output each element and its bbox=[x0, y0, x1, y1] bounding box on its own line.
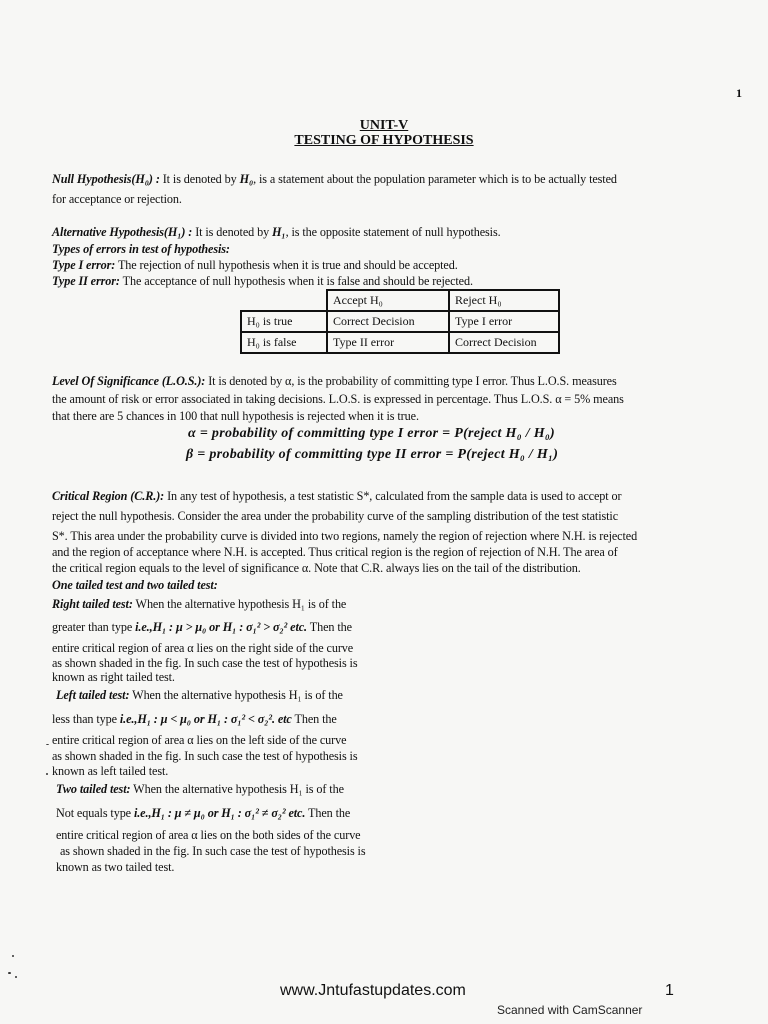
cr-line4: and the region of acceptance where N.H. is accepted. Thus critical region is the region of rejection of N.H. The area of bbox=[52, 545, 618, 559]
two-tailed-text2a: Not equals type bbox=[56, 806, 134, 820]
error-table bbox=[240, 289, 560, 354]
two-tailed-math: i.e.,H₁ : μ ≠ μ₀ or H₁ : σ₁² ≠ σ₂² etc. bbox=[133, 806, 306, 820]
left-tailed-line3: entire critical region of area α lies on the left side of the curve bbox=[52, 733, 347, 747]
left-tailed-math: i.e.,H₁ : μ < μ₀ or H₁ : σ₁² < σ₂². etc bbox=[119, 712, 292, 726]
two-tailed-line1 bbox=[56, 782, 344, 797]
null-hypothesis-text2: , is a statement about the population parameter which is to be actually tested bbox=[253, 172, 617, 186]
scan-speck bbox=[8, 972, 11, 974]
type1-error-line bbox=[52, 258, 458, 273]
table-cell: H₀ is true bbox=[241, 311, 327, 332]
table-cell: Correct Decision bbox=[449, 332, 559, 353]
two-tailed-text2b: Then the bbox=[305, 806, 351, 820]
right-tailed-math: i.e.,H₁ : μ > μ₀ or H₁ : σ₁² > σ₂² etc. bbox=[135, 620, 307, 634]
null-hypothesis-sym2: H₀ bbox=[239, 172, 254, 186]
alt-hypothesis-symbol: (H₁) : bbox=[163, 225, 193, 239]
tailed-heading: One tailed test and two tailed test: bbox=[52, 578, 218, 592]
right-tailed-line4: as shown shaded in the fig. In such case the test of hypothesis is bbox=[52, 656, 358, 670]
null-hypothesis-line2: for acceptance or rejection. bbox=[52, 192, 182, 206]
left-tailed-label: Left tailed test: bbox=[56, 688, 130, 702]
scan-speck bbox=[12, 955, 14, 957]
los-line2: the amount of risk or error associated in taking decisions. L.O.S. is expressed in percentage. Thus L.O.S. α = 5% means bbox=[52, 392, 624, 406]
right-tailed-text1: When the alternative hypothesis H₁ is of the bbox=[132, 597, 347, 611]
two-tailed-line2 bbox=[56, 806, 350, 821]
table-row bbox=[241, 290, 559, 311]
table-cell: Type I error bbox=[449, 311, 559, 332]
null-hypothesis-text1: It is denoted by bbox=[159, 172, 240, 186]
footer-url: www.Jntufastupdates.com bbox=[280, 982, 466, 999]
scanner-watermark: Scanned with CamScanner bbox=[497, 1003, 643, 1017]
table-cell bbox=[241, 290, 327, 311]
table-cell: Correct Decision bbox=[327, 311, 449, 332]
cr-line1 bbox=[52, 489, 621, 504]
scan-speck bbox=[15, 976, 17, 978]
left-tailed-text2a: less than type bbox=[52, 712, 120, 726]
cr-text1: In any test of hypothesis, a test statistic S*, calculated from the sample data is used to accept or bbox=[164, 489, 622, 503]
topic-heading: TESTING OF HYPOTHESIS bbox=[294, 133, 474, 148]
type1-label: Type I error: bbox=[52, 258, 116, 272]
left-tailed-line1 bbox=[56, 688, 343, 703]
type2-error-line bbox=[52, 274, 473, 289]
type2-label: Type II error: bbox=[52, 274, 120, 288]
footer-page-number: 1 bbox=[665, 982, 674, 999]
alt-hypothesis-text1: It is denoted by bbox=[192, 225, 273, 239]
formula-beta: β = probability of committing type II error = P(reject H₀ / H₁) bbox=[186, 447, 559, 462]
alt-hypothesis-text2: , is the opposite statement of null hypothesis. bbox=[285, 225, 501, 239]
two-tailed-line5: known as two tailed test. bbox=[56, 860, 175, 874]
right-tailed-line1 bbox=[52, 597, 346, 612]
two-tailed-text1: When the alternative hypothesis H₁ is of the bbox=[130, 782, 344, 796]
formula-alpha: α = probability of committing type I error = P(reject H₀ / H₀) bbox=[188, 426, 556, 441]
two-tailed-label: Two tailed test: bbox=[56, 782, 131, 796]
right-tailed-label: Right tailed test: bbox=[52, 597, 133, 611]
los-label: Level Of Significance (L.O.S.): bbox=[52, 374, 206, 388]
null-hypothesis-line1 bbox=[52, 172, 617, 187]
two-tailed-line3: entire critical region of area α lies on the both sides of the curve bbox=[56, 828, 361, 842]
null-hypothesis-label: Null Hypothesis bbox=[52, 172, 132, 186]
table-cell: H₀ is false bbox=[241, 332, 327, 353]
right-tailed-text2a: greater than type bbox=[52, 620, 136, 634]
right-tailed-line2 bbox=[52, 620, 352, 635]
left-tailed-line4: as shown shaded in the fig. In such case the test of hypothesis is bbox=[52, 749, 358, 763]
alt-hypothesis-line bbox=[52, 225, 501, 240]
left-tailed-line5: known as left tailed test. bbox=[52, 764, 169, 778]
right-tailed-text2b: Then the bbox=[307, 620, 352, 634]
null-hypothesis-symbol: (H₀) : bbox=[131, 172, 160, 186]
cr-line2: reject the null hypothesis. Consider the area under the probability curve of the sampling distribution of the test statistic bbox=[52, 509, 619, 523]
table-row bbox=[241, 332, 559, 353]
los-line1 bbox=[52, 374, 617, 389]
table-header: Reject H₀ bbox=[449, 290, 559, 311]
cr-label: Critical Region (C.R.): bbox=[52, 489, 165, 503]
los-text1: It is denoted by α, is the probability of committing type I error. Thus L.O.S. measures bbox=[205, 374, 617, 388]
unit-heading: UNIT-V bbox=[359, 118, 409, 133]
left-tailed-text1: When the alternative hypothesis H₁ is of the bbox=[129, 688, 343, 702]
cr-line5: the critical region equals to the level of significance α. Note that C.R. always lies on the tail of the distribution. bbox=[52, 561, 581, 575]
left-tailed-text2b: Then the bbox=[291, 712, 337, 726]
left-tailed-line2 bbox=[52, 712, 337, 727]
page-number: 1 bbox=[736, 86, 742, 100]
types-of-errors-heading: Types of errors in test of hypothesis: bbox=[52, 242, 230, 256]
table-row bbox=[241, 311, 559, 332]
table-header: Accept H₀ bbox=[327, 290, 449, 311]
two-tailed-line4: as shown shaded in the fig. In such case the test of hypothesis is bbox=[60, 844, 366, 858]
scan-speck bbox=[46, 773, 48, 775]
alt-hypothesis-sym2: H₁ bbox=[272, 225, 286, 239]
alt-hypothesis-label: Alternative Hypothesis bbox=[52, 225, 164, 239]
los-line3: that there are 5 chances in 100 that null hypothesis is rejected when it is true. bbox=[52, 409, 419, 423]
type2-text: The acceptance of null hypothesis when it is false and should be rejected. bbox=[119, 274, 473, 288]
right-tailed-line3: entire critical region of area α lies on the right side of the curve bbox=[52, 641, 354, 655]
page-title bbox=[0, 118, 768, 148]
table-cell: Type II error bbox=[327, 332, 449, 353]
scan-speck bbox=[46, 744, 49, 745]
right-tailed-line5: known as right tailed test. bbox=[52, 670, 175, 684]
type1-text: The rejection of null hypothesis when it is true and should be accepted. bbox=[115, 258, 458, 272]
cr-line3: S*. This area under the probability curve is divided into two regions, namely the region of rejection where N.H. is rejected bbox=[52, 529, 638, 543]
